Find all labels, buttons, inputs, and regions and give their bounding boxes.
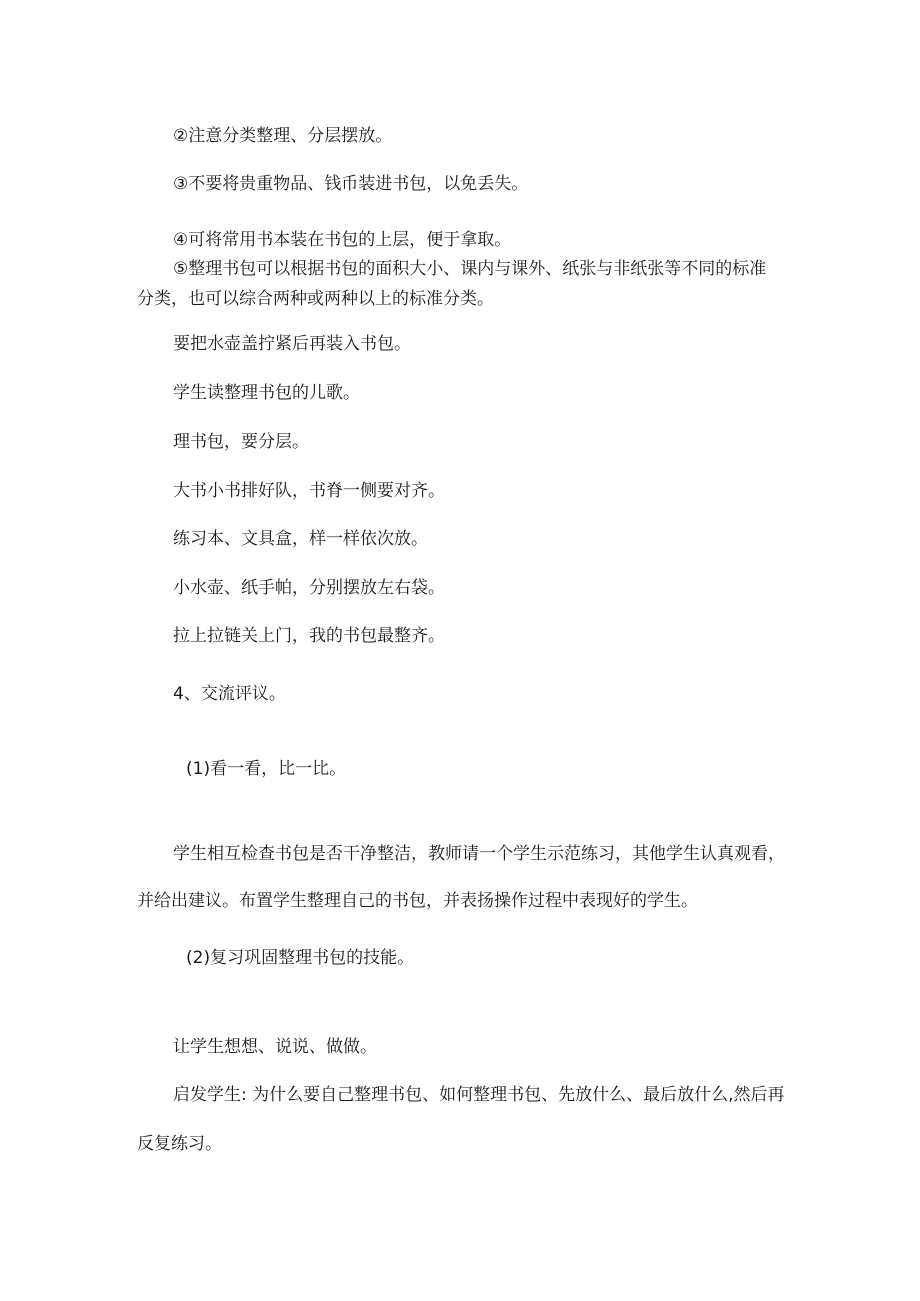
song-line: 理书包，要分层。 (173, 432, 309, 452)
tip-5-continued: 分类，也可以综合两种或两种以上的标准分类。 (137, 289, 494, 309)
sub2-heading: (2)复习巩固整理书包的技能。 (186, 948, 415, 968)
sub1-heading: (1)看一看，比一比。 (186, 759, 347, 779)
sub1-body-line: 学生相互检查书包是否干净整洁，教师请一个学生示范练习，其他学生认真观看， (173, 844, 785, 864)
sub2-body-line: 让学生想想、说说、做做。 (173, 1037, 377, 1057)
song-line: 大书小书排好队，书脊一侧要对齐。 (173, 481, 445, 501)
sub1-body-line: 并给出建议。布置学生整理自己的书包，并表扬操作过程中表现好的学生。 (137, 891, 698, 911)
song-line: 小水壶、纸手帕，分别摆放左右袋。 (173, 578, 445, 598)
sub2-body-line: 反复练习。 (137, 1134, 222, 1154)
song-line: 拉上拉链关上门，我的书包最整齐。 (173, 626, 445, 646)
song-intro: 学生读整理书包的儿歌。 (173, 383, 360, 403)
sub2-body-line: 启发学生: 为什么要自己整理书包、如何整理书包、先放什么、最后放什么,然后再 (173, 1085, 785, 1105)
song-line: 练习本、文具盒，样一样依次放。 (173, 529, 428, 549)
section-heading: 4、交流评议。 (173, 684, 286, 704)
tip-2: ②注意分类整理、分层摆放。 (173, 126, 393, 146)
tip-4: ④可将常用书本装在书包的上层，便于拿取。 (173, 230, 512, 250)
tip-3: ③不要将贵重物品、钱币装进书包，以免丢失。 (173, 174, 529, 194)
tip-5: ⑤整理书包可以根据书包的面积大小、课内与课外、纸张与非纸张等不同的标准 (173, 259, 767, 279)
water-note: 要把水壶盖拧紧后再装入书包。 (173, 334, 411, 354)
